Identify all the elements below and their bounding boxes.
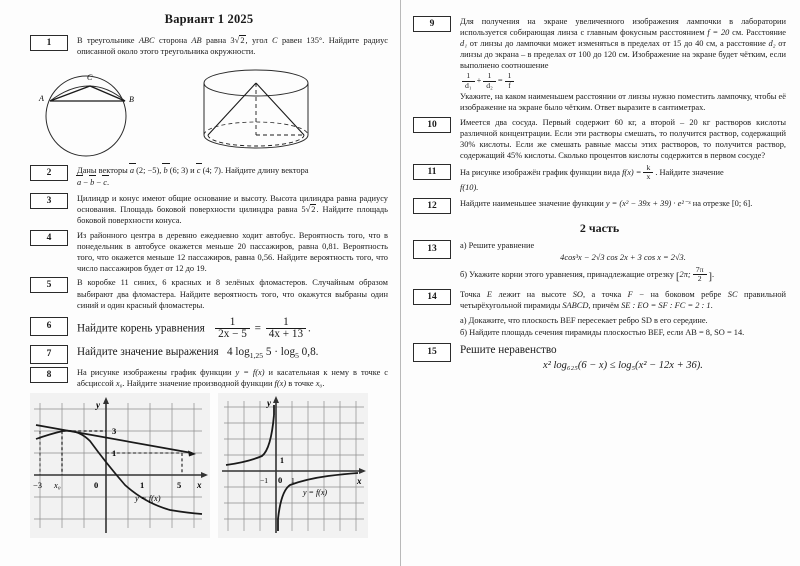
task8-text-5: . xyxy=(322,379,325,389)
task-number-box[interactable]: 4 xyxy=(30,230,68,246)
pyramid-SABCD: SABCD xyxy=(562,301,589,311)
interval-open-bracket: [ xyxy=(676,271,680,283)
task-body xyxy=(77,193,388,227)
task3-text-tail: . Найдите площадь боковой поверхности конуса. xyxy=(77,204,389,225)
graph1-axis-y: y xyxy=(96,400,100,411)
task-6 xyxy=(30,317,388,342)
task8-x0: x₀ xyxy=(115,379,123,389)
task8-text-2: и касательная к нему в точке с абсциссой xyxy=(77,368,389,389)
denominator: 4x + 13 xyxy=(266,328,306,341)
task8-text-3: . Найдите значение производной функции xyxy=(122,379,275,389)
task14-text-2: лежит на высоте xyxy=(491,290,573,299)
task7-expr-c: 0,8. xyxy=(298,346,319,359)
graph-tangent-line xyxy=(30,393,210,538)
lens-formula xyxy=(460,72,786,89)
task-number-box[interactable]: 3 xyxy=(30,193,68,209)
vector-c: c xyxy=(196,166,201,176)
vector-c-2: c xyxy=(103,178,107,188)
task-number-box[interactable]: 6 xyxy=(30,317,68,336)
task-body xyxy=(460,289,786,339)
numerator: 1 xyxy=(229,315,236,328)
task11-text-3: f(10). xyxy=(460,183,479,193)
task-10 xyxy=(413,117,786,161)
task14-part-a: а) Докажите, что плоскость BEF пересекает ребро SD в его середине. xyxy=(460,316,708,326)
task-number-box[interactable]: 5 xyxy=(30,277,68,293)
point-F: F xyxy=(627,290,633,299)
vector-b: b xyxy=(163,166,168,176)
task-15 xyxy=(413,343,786,374)
vector-a: a xyxy=(129,166,135,176)
denominator: f xyxy=(505,81,515,90)
task14-text-6: , причём xyxy=(588,301,622,311)
task12-fn: y = (x² − 39x + 39) · e²⁻ˣ xyxy=(605,198,691,208)
task-body xyxy=(460,198,786,210)
task1-text-1: В треугольнике xyxy=(77,36,139,45)
graph2-curve-label: y = f(x) xyxy=(303,488,328,498)
task-number-box[interactable]: 11 xyxy=(413,164,451,180)
task-number-box[interactable]: 10 xyxy=(413,117,451,133)
task13-equation: 4cos³x − 2√3 cos 2x + 3 cos x = 2√3. xyxy=(560,252,686,262)
denominator: d₁ xyxy=(462,81,475,90)
frac-d2 xyxy=(483,72,496,89)
task3-text: Цилиндр и конус имеют общие основание и высоту. Высота цилиндра равна радиусу основания. Площадь боковой поверхности цилиндра равна 5 xyxy=(77,193,388,214)
task-number-box[interactable]: 13 xyxy=(413,240,451,259)
graph2-xtick-neg1: −1 xyxy=(260,476,268,486)
figure-label-B: B xyxy=(129,95,134,105)
task-body xyxy=(77,317,388,342)
graph1-axis-x: x xyxy=(197,480,202,491)
task-body xyxy=(460,343,786,374)
segment-SO: SO xyxy=(572,290,583,299)
part-2-title: 2 часть xyxy=(579,220,620,235)
task-3 xyxy=(30,193,388,227)
task-number-box[interactable]: 2 xyxy=(30,165,68,181)
task11-text-2: . Найдите значение xyxy=(655,168,724,178)
graph1-xtick-neg3: −3 xyxy=(33,480,43,491)
graph1-xtick-5: 5 xyxy=(177,480,182,491)
task9-focal: f = 20 xyxy=(707,28,730,38)
task13-part-b-end: . xyxy=(712,269,715,279)
task8-text-4: в точке xyxy=(286,379,316,389)
task9-text-5: Укажите, на каком наименьшем расстоянии от линзы нужно поместить лампочку, чтобы её изображение на экране было чётким. Ответ выразите в сантиметрах. xyxy=(460,91,786,112)
task15-text: Решите неравенство xyxy=(460,344,557,357)
task2-b-coords: (6; 3) и xyxy=(167,166,197,176)
graph2-origin: 0 xyxy=(278,475,283,486)
denominator: d₂ xyxy=(483,81,496,90)
graph1-ytick-3: 3 xyxy=(112,426,117,437)
task-number-box[interactable]: 1 xyxy=(30,35,68,51)
graph1-ytick-1: 1 xyxy=(112,448,117,459)
task-1 xyxy=(30,35,388,58)
task-13 xyxy=(413,240,786,285)
task9-d2: d₂ xyxy=(768,39,776,49)
task-number-box[interactable]: 8 xyxy=(30,367,68,383)
task1-text-5: равен 135°. Найдите радиус описанной около этого треугольника окружности. xyxy=(77,36,389,57)
task-11 xyxy=(413,164,786,194)
task13-part-b: б) Укажите корни этого уравнения, принадлежащие отрезку xyxy=(460,269,677,279)
task9-text-1: Для получения на экране увеличенного изображения лампочки в лаборатории используется собирающая линза с главным фокусным расстоянием xyxy=(460,17,786,38)
task1-label-ab: AB xyxy=(191,36,202,45)
task14-text-5: правильной четырёхугольной пирамиды xyxy=(460,290,786,311)
task-9 xyxy=(413,16,786,114)
segment-SC: SC xyxy=(727,290,738,299)
task-body: Имеется два сосуда. Первый содержит 60 кг, а второй – 20 кг растворов кислоты различной концентрации. Если эти растворы смешать, то получится раствор, содержащий 30% кислоты. Если же смешать равные массы этих растворов, то получится раствор, содержащий 45% кислоты. Сколько процентов кислоты содержится в первом сосуде? xyxy=(460,117,786,161)
vector-a-2: a xyxy=(77,178,82,188)
page-title: Вариант 1 2025 xyxy=(164,12,254,26)
vector-b-2: b xyxy=(90,178,95,188)
task8-x0-b: x₀ xyxy=(315,379,323,389)
equals-sign: = xyxy=(254,322,261,335)
task14-text-3: , а точка xyxy=(582,290,628,299)
task-5 xyxy=(30,277,388,310)
denominator: 2x − 5 xyxy=(215,328,250,341)
graph-hyperbola xyxy=(218,393,368,538)
task-body: Из районного центра в деревню ежедневно ходит автобус. Вероятность того, что в понедельник в автобусе окажется меньше 20 пассажиров, равна 0,81. Вероятность того, что окажется меньше 12 пассажиров, равна 0,56. Найдите вероятность того, что число пассажиров будет от 12 до 19. xyxy=(77,231,388,274)
task-7 xyxy=(30,345,388,364)
interval-fraction xyxy=(693,266,707,283)
graph1-curve-label: y = f(x) xyxy=(135,493,161,504)
graph1-xtick-x0: x₀ xyxy=(54,480,61,491)
task7-expr-a: 4 log xyxy=(227,346,250,359)
graph2-axis-x: x xyxy=(357,476,362,487)
task14-ratio: SE : EO = SF : FC = 2 : 1 xyxy=(621,301,711,311)
task1-label-c: C xyxy=(272,36,278,45)
task12-text-1: Найдите наименьшее значение функции xyxy=(460,198,606,208)
figure-label-A: A xyxy=(39,94,44,104)
equals-sign: = xyxy=(497,76,503,86)
numerator: 1 xyxy=(283,315,289,328)
interval-close-bracket: ] xyxy=(708,271,712,283)
task11-fn-prefix: f(x) = xyxy=(622,168,642,178)
task14-text-7: . xyxy=(710,301,713,311)
task9-d1: d₁ xyxy=(460,39,468,49)
task8-fx: f(x) xyxy=(274,379,287,389)
task14-text-1: Точка xyxy=(460,290,487,299)
task1-text-2: сторона xyxy=(154,36,192,45)
task-4 xyxy=(30,230,388,274)
task15-inequality: x² log₆₂₅(6 − x) ≤ log₅(x² − 12x + 36). xyxy=(543,360,703,372)
graphs-row xyxy=(30,393,388,538)
frac-f xyxy=(505,72,515,89)
numerator: 1 xyxy=(507,71,512,81)
graph1-xtick-0: 0 xyxy=(94,480,99,491)
task-body xyxy=(460,240,786,285)
task1-text-4: , угол xyxy=(245,36,273,45)
task14-part-b: б) Найдите площадь сечения пирамиды плоскостью BEF, если AB = 8, SO = 14. xyxy=(460,328,745,338)
task-body: Даны векторы a (2; −5), b (6; 3) и c (4; 7). Найдите длину вектора a − b − c. xyxy=(77,166,309,188)
task-number-box[interactable]: 14 xyxy=(413,289,451,305)
fraction-left xyxy=(215,317,250,342)
task12-text-2: на отрезке [0; 6]. xyxy=(690,198,753,208)
graph2-xtick-1: 1 xyxy=(291,476,295,486)
task1-text-3: равна 3 xyxy=(201,36,235,45)
graph2-axis-y: y xyxy=(267,398,271,409)
plus-sign: + xyxy=(476,76,482,86)
task-number-box[interactable]: 7 xyxy=(30,345,68,364)
fraction-right xyxy=(266,317,306,342)
task-12 xyxy=(413,198,786,214)
numerator: 1 xyxy=(487,71,492,81)
task7-text: Найдите значение выражения xyxy=(77,346,219,359)
task11-text-1: На рисунке изображён график функции вида xyxy=(460,168,623,178)
task-14 xyxy=(413,289,786,339)
numerator: 7π xyxy=(695,264,704,274)
task8-fn: y = f(x) xyxy=(235,368,265,378)
graph2-ytick-1: 1 xyxy=(280,456,284,466)
right-column xyxy=(400,0,800,566)
task-body xyxy=(77,35,388,58)
task7-base-2: 5 xyxy=(295,351,299,361)
task2-c-coords: (4; 7). Найдите длину вектора xyxy=(200,166,309,176)
circle-triangle-figure xyxy=(30,61,180,161)
task-body xyxy=(77,367,388,390)
numerator: 1 xyxy=(466,71,471,81)
figures-row-top xyxy=(30,61,388,161)
cylinder-cone-figure xyxy=(186,61,326,161)
task13-part-a: а) Решите уравнение xyxy=(460,240,535,250)
task7-expr-b: 5 · log xyxy=(263,346,296,359)
task8-text-1: На рисунке изображены график функции xyxy=(77,368,236,378)
task-number-box[interactable]: 15 xyxy=(413,343,451,362)
task7-base-1: 1,25 xyxy=(249,351,264,361)
point-E: E xyxy=(486,290,492,299)
graph1-xtick-1: 1 xyxy=(140,480,145,491)
denominator: x xyxy=(643,172,653,181)
sqrt-2: √2 xyxy=(234,35,245,45)
frac-d1 xyxy=(462,72,475,89)
task2-a-coords: (2; −5), xyxy=(134,166,164,176)
task1-label-abc: ABC xyxy=(138,36,155,45)
task-body xyxy=(460,16,786,114)
task9-text-2: см. Расстояние xyxy=(729,28,787,38)
task-body xyxy=(460,164,786,194)
numerator: k xyxy=(646,163,651,173)
denominator: 2 xyxy=(693,274,707,283)
task-body xyxy=(77,345,388,362)
task14-text-4: − на боковом ребре xyxy=(632,290,728,299)
task6-text: Найдите корень уравнения xyxy=(77,322,205,335)
sqrt-2b: √2 xyxy=(305,203,316,214)
figure-label-C: C xyxy=(87,73,93,83)
task2-period: . xyxy=(106,178,110,188)
task9-text-3: от линзы до лампочки может изменяться в пределах от 15 до 40 см, а расстояние xyxy=(467,39,769,49)
task2-text-1: Даны векторы xyxy=(77,166,130,176)
task-body: В коробке 11 синих, 6 красных и 8 зелёных фломастеров. Случайным образом выбирают два фломастера. Найдите вероятность того, что окажутся выбраны один синий и один красный фломастеры. xyxy=(77,278,388,310)
interval-left: 2π; xyxy=(679,269,691,279)
task9-text-4: от линзы до экрана – в пределах от 100 до 120 см. Изображение на экране будет чётким, если выполнено соотношение xyxy=(460,39,786,71)
task-number-box[interactable]: 9 xyxy=(413,16,451,32)
task6-period: . xyxy=(308,322,311,335)
frac-k-over-x xyxy=(643,164,653,181)
task-8 xyxy=(30,367,388,390)
task-number-box[interactable]: 12 xyxy=(413,198,451,214)
task-2 xyxy=(30,165,388,189)
